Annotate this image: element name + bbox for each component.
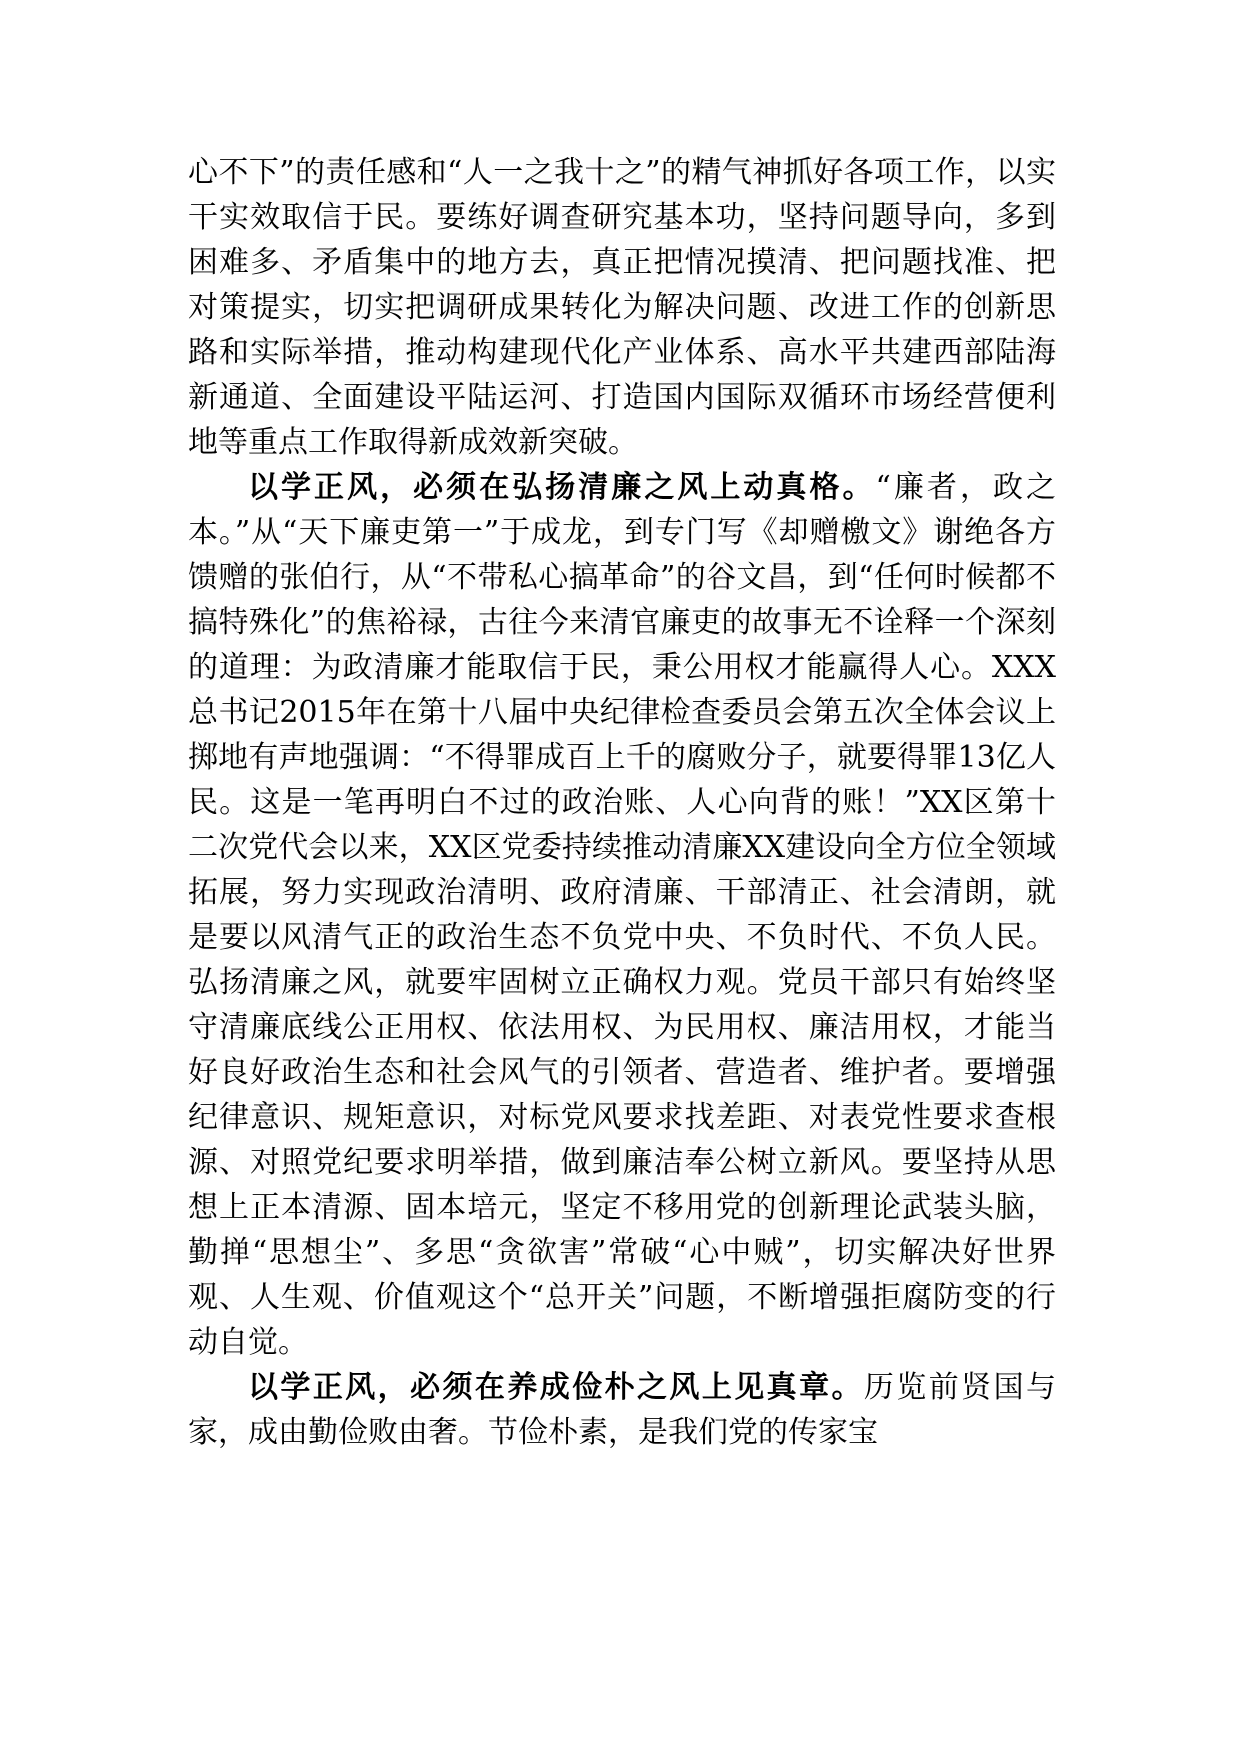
paragraph-text: 心不下”的责任感和“人一之我十之”的精气神抓好各项工作，以实干实效取信于民。要练好调查研究基本功，坚持问题导向，多到困难多、矛盾集中的地方去，真正把情况摸清、把问题找准、把对策提实，切实把调研成果转化为解决问题、改进工作的创新思路和实际举措，推动构建现代化产业体系、高水平共建西部陆海新通道、全面建设平陆运河、打造国内国际双循环市场经营便利地等重点工作取得新成效新突破。 — [188, 155, 1056, 460]
paragraph-continuation — [188, 150, 1056, 465]
document-body — [188, 150, 1056, 1455]
paragraph-text: “廉者，政之本。”从“天下廉吏第一”于成龙，到专门写《却赠檄文》谢绝各方馈赠的张伯行，从“不带私心搞革命”的谷文昌，到“任何时候都不搞特殊化”的焦裕禄，古往今来清官廉吏的故事无不诠释一个深刻的道理：为政清廉才能取信于民，秉公用权才能赢得人心。XXX总书记2015年在第十八届中央纪律检查委员会第五次全体会议上掷地有声地强调：“不得罪成百上千的腐败分子，就要得罪13亿人民。这是一笔再明白不过的政治账、人心向背的账！”XX区第十二次党代会以来，XX区党委持续推动清廉XX建设向全方位全领域拓展，努力实现政治清明、政府清廉、干部清正、社会清朗，就是要以风清气正的政治生态不负党中央、不负时代、不负人民。弘扬清廉之风，就要牢固树立正确权力观。党员干部只有始终坚守清廉底线公正用权、依法用权、为民用权、廉洁用权，才能当好良好政治生态和社会风气的引领者、营造者、维护者。要增强纪律意识、规矩意识，对标党风要求找差距、对表党性要求查根源、对照党纪要求明举措，做到廉洁奉公树立新风。要坚持从思想上正本清源、固本培元，坚定不移用党的创新理论武装头脑，勤掸“思想尘”、多思“贪欲害”常破“心中贼”，切实解决好世界观、人生观、价值观这个“总开关”问题，不断增强拒腐防变的行动自觉。 — [188, 470, 1057, 1360]
paragraph-frugality — [188, 1365, 1056, 1455]
paragraph-heading: 以学正风，必须在弘扬清廉之风上动真格。 — [248, 470, 876, 505]
paragraph-text: 历览前贤国与家，成由勤俭败由奢。节俭朴素，是我们党的传家宝 — [188, 1370, 1057, 1450]
paragraph-integrity — [188, 465, 1056, 1365]
paragraph-heading: 以学正风，必须在养成俭朴之风上见真章。 — [248, 1370, 864, 1405]
